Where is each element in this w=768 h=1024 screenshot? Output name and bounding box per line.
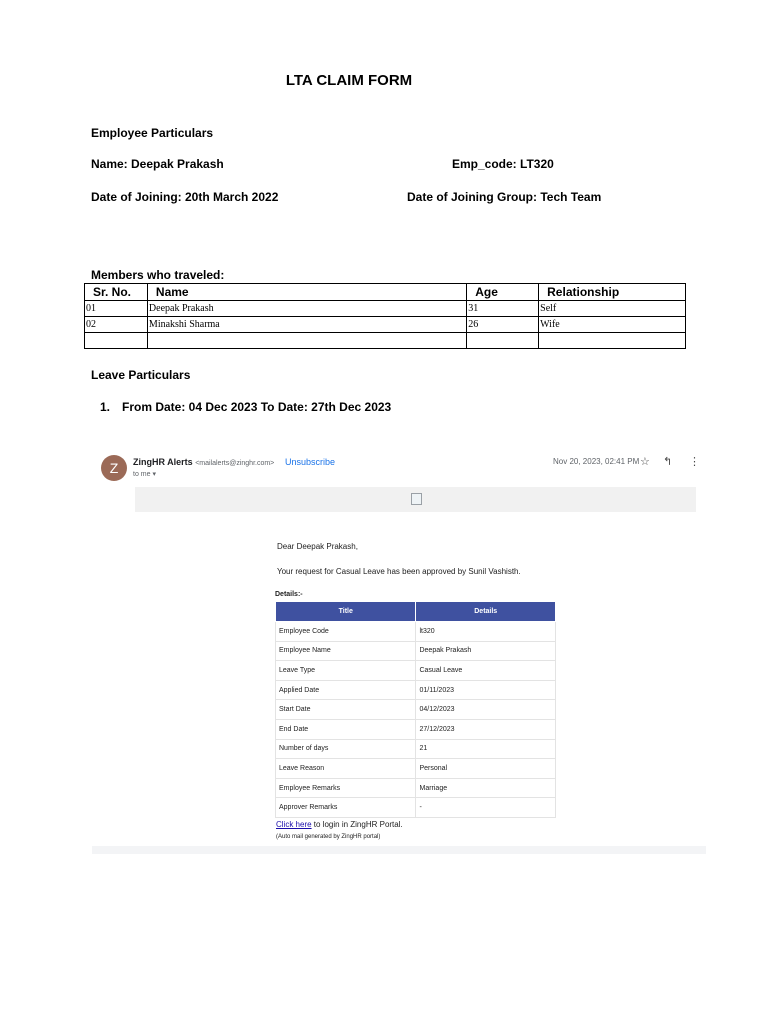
table-cell: 27/12/2023: [416, 719, 556, 739]
email-date: Nov 20, 2023, 02:41 PM: [553, 457, 640, 466]
date-of-joining-group: Date of Joining Group: Tech Team: [407, 190, 602, 204]
reply-icon[interactable]: ↰: [663, 456, 673, 468]
table-cell: Applied Date: [276, 680, 416, 700]
auto-mail-note: (Auto mail generated by ZingHR portal): [276, 834, 381, 840]
table-cell: Number of days: [276, 739, 416, 759]
table-row: [85, 317, 686, 333]
table-row: [276, 798, 556, 818]
members-table: [84, 283, 686, 349]
table-row: [276, 641, 556, 661]
portal-login-line: [276, 820, 403, 829]
form-title: LTA CLAIM FORM: [285, 72, 413, 89]
details-header-row: [276, 602, 556, 622]
table-cell: Self: [539, 301, 686, 317]
date-of-joining: Date of Joining: 20th March 2022: [91, 190, 279, 204]
more-options-icon[interactable]: ⋮: [689, 456, 700, 468]
table-cell: Employee Remarks: [276, 778, 416, 798]
members-heading: Members who traveled:: [91, 268, 225, 282]
table-cell: Leave Type: [276, 661, 416, 681]
table-cell: Marriage: [416, 778, 556, 798]
sender-avatar: Z: [101, 455, 127, 481]
sender-name: ZingHR Alerts: [133, 457, 193, 467]
table-row: [276, 778, 556, 798]
column-header: Sr. No.: [85, 284, 148, 301]
sender-email: <mailalerts@zinghr.com>: [195, 460, 275, 467]
unsubscribe-link[interactable]: Unsubscribe: [285, 457, 336, 467]
table-cell: 26: [467, 317, 539, 333]
table-row: [276, 680, 556, 700]
email-message: Your request for Casual Leave has been approved by Sunil Vashisth.: [277, 567, 521, 576]
column-header: Age: [467, 284, 539, 301]
table-row: [85, 333, 686, 349]
table-cell: [467, 333, 539, 349]
recipient-toggle[interactable]: to me ▾: [133, 471, 156, 478]
table-row: [85, 301, 686, 317]
table-cell: 02: [85, 317, 148, 333]
table-cell: Personal: [416, 759, 556, 779]
employee-code: Emp_code: LT320: [452, 157, 554, 171]
employee-name: Name: Deepak Prakash: [91, 157, 224, 171]
table-cell: [147, 333, 466, 349]
table-cell: 01/11/2023: [416, 680, 556, 700]
leave-item-number: 1.: [100, 400, 111, 414]
portal-login-text: to login in ZingHR Portal.: [311, 820, 403, 829]
star-icon[interactable]: ☆: [640, 456, 650, 468]
table-cell: Leave Reason: [276, 759, 416, 779]
table-cell: 21: [416, 739, 556, 759]
table-cell: Start Date: [276, 700, 416, 720]
table-row: [276, 739, 556, 759]
table-cell: Employee Code: [276, 622, 416, 642]
table-cell: -: [416, 798, 556, 818]
table-row: [276, 661, 556, 681]
table-cell: Wife: [539, 317, 686, 333]
employee-particulars-heading: Employee Particulars: [91, 126, 214, 140]
sender-line: [133, 457, 274, 467]
broken-image-icon: [411, 493, 422, 505]
table-cell: Casual Leave: [416, 661, 556, 681]
details-label: Details:-: [275, 591, 303, 598]
table-row: [276, 700, 556, 720]
table-cell: 04/12/2023: [416, 700, 556, 720]
table-row: [276, 719, 556, 739]
table-cell: End Date: [276, 719, 416, 739]
table-cell: Approver Remarks: [276, 798, 416, 818]
table-cell: [539, 333, 686, 349]
column-header: Name: [147, 284, 466, 301]
table-cell: Deepak Prakash: [416, 641, 556, 661]
leave-dates: From Date: 04 Dec 2023 To Date: 27th Dec 2023: [122, 400, 392, 414]
table-cell: lt320: [416, 622, 556, 642]
click-here-link[interactable]: Click here: [276, 820, 312, 829]
table-row: [276, 622, 556, 642]
table-row: [276, 759, 556, 779]
leave-details-table: [275, 601, 556, 818]
table-cell: 31: [467, 301, 539, 317]
table-cell: Minakshi Sharma: [147, 317, 466, 333]
column-header: Relationship: [539, 284, 686, 301]
table-cell: Deepak Prakash: [147, 301, 466, 317]
leave-particulars-heading: Leave Particulars: [91, 368, 191, 382]
table-cell: [85, 333, 148, 349]
column-header: Details: [416, 602, 556, 622]
table-cell: 01: [85, 301, 148, 317]
table-cell: Employee Name: [276, 641, 416, 661]
column-header: Title: [276, 602, 416, 622]
email-footer-strip: [92, 846, 706, 854]
email-greeting: Dear Deepak Prakash,: [277, 542, 358, 551]
members-header-row: [85, 284, 686, 301]
